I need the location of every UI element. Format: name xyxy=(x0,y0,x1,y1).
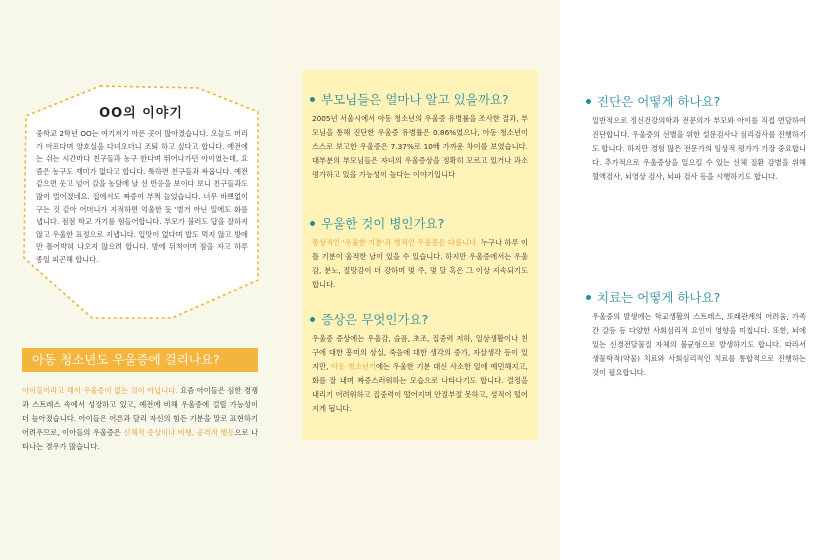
section-heading-parents xyxy=(310,90,509,108)
left-paragraph xyxy=(22,384,258,454)
section-heading-treatment xyxy=(586,288,720,306)
bullet-icon xyxy=(310,317,315,322)
section-title: 우울한 것이 병인가요? xyxy=(321,216,445,231)
section-body-treatment: 우울증의 발생에는 학교생활의 스트레스, 또래관계의 어려움, 가족간 갈등 등 다양한 사회심리적 요인이 영향을 미칩니다. 또한, 뇌에 있는 신경전달물질 자체의 불균형으로 발생하기도 합니다. 따라서 생물학적(약물) 치료와 사회심리적인 치료를 통합적으로 진행하는 것이 필요합니다. xyxy=(592,312,806,377)
section-band-title: 아동 청소년도 우울증에 걸리나요? xyxy=(22,348,258,372)
bullet-icon xyxy=(586,99,591,104)
accent-text: 통상적인 '우울한 기분'과 병적인 우울증은 다릅니다. xyxy=(312,238,479,247)
left-highlight-2: 신체적 증상이나 비행, 공격적 행동 xyxy=(123,428,235,437)
bullet-icon xyxy=(310,221,315,226)
story-text: 중학교 2학년 OO는 여기저기 아픈 곳이 많아졌습니다. 오늘도 머리가 아프다며 양호실을 다녀오더니 조퇴 하고 싶다고 합니다. 예전에는 쉬는 시간마다 친구들과 농구 한다며 뛰어나가던 아이였는데, 요즘은 농구도 재미가 없다고 합니다. 툭하면 친구들과 싸웁니다. 예전 같으면 웃고 넘어 갔을 농담에 날 선 반응을 보이다 보니 친구들과도 많이 멀어졌네요. 집에서도 짜증이 부쩍 늘었습니다. 너무 바쁘없이 구는 것 같아 어머니가 지적하면 억울한 듯 '별거 아닌 일에도 화를 냅니다. 점점 학교 가기를 힘들어합니다. 부모가 불러도 답을 잘하지 않고 우울한 표정으로 지냅니다. 입맛이 없다며 밥도 먹지 않고 방에만 틀어박혀 나오지 않으려 합니다. 밤에 뒤척이며 잠을 자고 하루 종일 피곤해 합니다. xyxy=(36,129,248,264)
section-title: 증상은 무엇인가요? xyxy=(321,312,429,327)
accent-text: 아동 청소년기 xyxy=(331,362,376,371)
body-text: 누구나 하루 이틀 기분이 울적한 날이 있을 수 있습니다. 하지만 우울증에서는 우울감, 분노, 절망감이 더 강하며 몇 주, 몇 달 혹은 그 이상 지속되기도 합니다. xyxy=(312,238,528,289)
section-heading-disease xyxy=(310,214,444,232)
body-text-1: 우울증 증상에는 우울감, 슬픔, 초조, 집중력 저하, 일상생활이나 친구에 대한 흥미의 상실, 죽음에 대한 생각의 증가, 자살생각 등이 있지만, xyxy=(312,334,528,371)
bullet-icon xyxy=(586,295,591,300)
left-highlight-1: 아이들이라고 해서 우울증이 없는 것이 아닙니다. xyxy=(22,386,178,395)
section-heading-symptoms xyxy=(310,310,428,328)
left-text-2: 으로 나타나는 경우가 많습니다. xyxy=(22,428,259,451)
story-box xyxy=(22,82,260,322)
story-title: OO의 이야기 xyxy=(99,106,183,121)
section-title: 치료는 어떻게 하나요? xyxy=(597,290,721,305)
section-title: 진단은 어떻게 하나요? xyxy=(597,94,721,109)
left-panel xyxy=(0,0,280,560)
bullet-icon xyxy=(310,97,315,102)
right-panel xyxy=(560,0,840,560)
info-box xyxy=(302,70,538,440)
section-title: 부모님들은 얼마나 알고 있을까요? xyxy=(321,92,509,107)
section-body-diagnosis: 일반적으로 정신건강의학과 전문의가 부모와 아이를 직접 면담하여 진단합니다. 우울증의 선별을 위한 설문검사나 심리검사를 진행하기도 합니다. 하지만 경험 많은 전문가의 임상적 평가가 가장 중요합니다. 추가적으로 우울증상을 일으킬 수 있는 신체 질환 감별을 위해 혈액검사, 뇌영상 검사, 뇌파 검사 등을 시행하기도 합니다. xyxy=(592,116,806,181)
section-body-symptoms xyxy=(312,332,528,416)
section-heading-diagnosis xyxy=(586,92,720,110)
middle-panel xyxy=(280,0,560,560)
body-text-2: 에는 우울한 기분 대신 사소한 일에 예민해지고, 화를 잘 내며 짜증스러워하는 모습으로 나타나기도 합니다. 결정을 내리기 어려워하고 집중력이 떨어지며 안절부절 못하고, 성적이 떨어지게 됩니다. xyxy=(312,362,528,413)
section-body-parents: 2005년 서울시에서 아동 청소년의 우울증 유병률을 조사한 결과, 부모님을 통해 진단한 우울증 유병률은 0.86%였으나, 아동 청소년이 스스로 보고한 우울증은 7.37%로 10배 가까운 차이를 보였습니다. 대부분의 부모님들은 자녀의 우울증상을 정확히 모르고 있거나 과소평가하고 있을 가능성이 높다는 이야기입니다 xyxy=(312,114,528,179)
left-text-1: 요즘 아이들은 심한 경쟁과 스트레스 속에서 성장하고 있고, 예전에 비해 우울증에 걸릴 가능성이 더 높아졌습니다. 아이들은 어른과 달리 자신의 힘든 기분을 말로 표현하기 어려우므로, 이아들의 우울증은 xyxy=(22,386,258,437)
section-body-disease xyxy=(312,236,528,292)
